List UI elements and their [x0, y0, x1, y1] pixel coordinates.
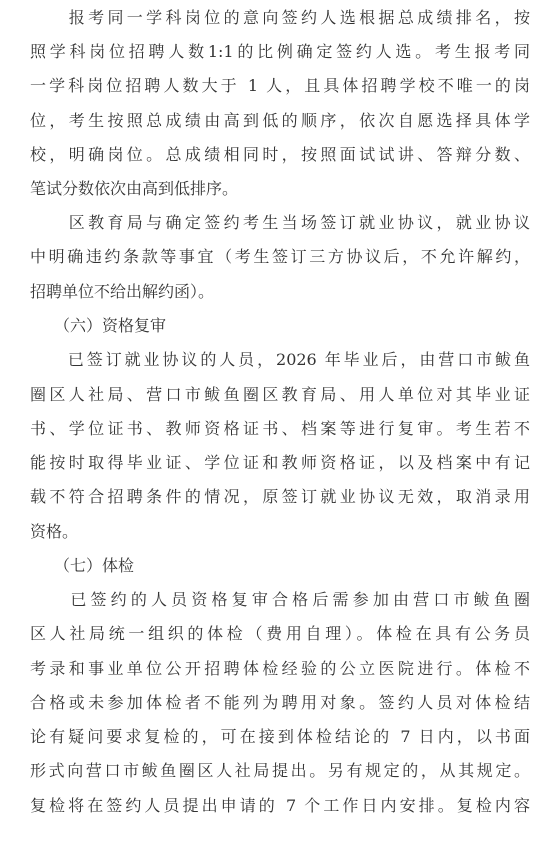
- text-line: 区教育局与确定签约考生当场签订就业协议，就业协议: [30, 213, 530, 232]
- text-line: 报考同一学科岗位的意向签约人选根据总成绩排名，按: [30, 8, 530, 27]
- text-line: 区人社局统一组织的体检（费用自理）。体检在具有公务员: [30, 624, 530, 643]
- text-line: 合格或未参加体检者不能列为聘用对象。签约人员对体检结: [30, 693, 530, 712]
- text-line: 中明确违约条款等事宜（考生签订三方协议后，不允许解约，: [30, 247, 530, 266]
- text-line: 形式向营口市鲅鱼圈区人社局提出。另有规定的，从其规定。: [30, 761, 530, 780]
- text-line: 一学科岗位招聘人数大于 1 人，且具体招聘学校不唯一的岗: [30, 76, 530, 95]
- text-line: 已签约的人员资格复审合格后需参加由营口市鲅鱼圈: [30, 590, 530, 609]
- text-line: 资格。: [30, 522, 79, 541]
- text-line: 复检将在签约人员提出申请的 7 个工作日内安排。复检内容: [30, 796, 530, 815]
- text-line: 招聘单位不给出解约函）。: [30, 282, 215, 301]
- section-heading: （七）体检: [30, 556, 135, 575]
- text-line: 载不符合招聘条件的情况，原签订就业协议无效，取消录用: [30, 487, 530, 506]
- text-line: 照学科岗位招聘人数1:1的比例确定签约人选。考生报考同: [30, 42, 530, 61]
- text-line: 校，明确岗位。总成绩相同时，按照面试试讲、答辩分数、: [30, 145, 530, 164]
- text-line: 论有疑问要求复检的，可在接到体检结论的 7 日内，以书面: [30, 727, 530, 746]
- text-line: 书、学位证书、教师资格证书、档案等进行复审。考生若不: [30, 419, 530, 438]
- text-line: 已签订就业协议的人员，2026 年毕业后，由营口市鲅鱼: [30, 350, 530, 369]
- text-line: 圈区人社局、营口市鲅鱼圈区教育局、用人单位对其毕业证: [30, 385, 530, 404]
- text-line: 笔试分数依次由高到低排序。: [30, 179, 239, 198]
- text-line: 能按时取得毕业证、学位证和教师资格证，以及档案中有记: [30, 453, 530, 472]
- text-line: 考录和事业单位公开招聘体检经验的公立医院进行。体检不: [30, 659, 530, 678]
- text-line: 位，考生按照总成绩由高到低的顺序，依次自愿选择具体学: [30, 111, 530, 130]
- section-heading: （六）资格复审: [30, 316, 167, 335]
